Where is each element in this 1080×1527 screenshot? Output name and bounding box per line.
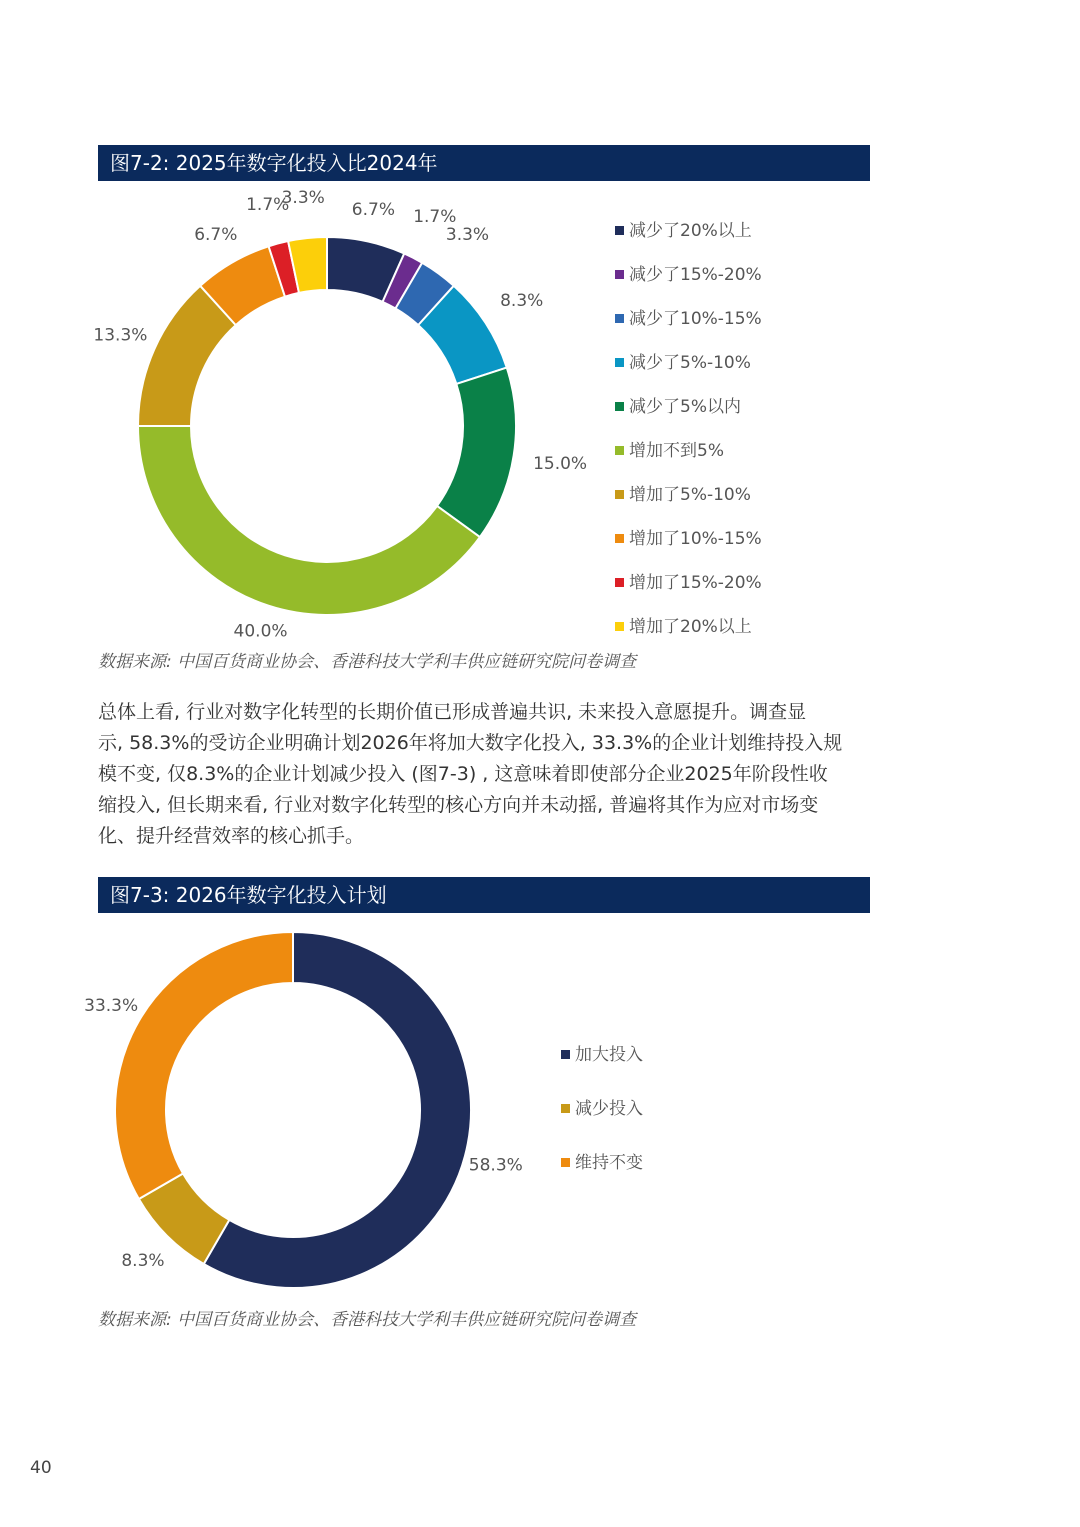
legend-label: 减少了5%-10%: [629, 353, 751, 373]
source-note-7-3: 数据来源: 中国百货商业协会、香港科技大学利丰供应链研究院问卷调查: [98, 1310, 637, 1330]
figure-7-3-title: 图7-3: 2026年数字化投入计划: [98, 877, 870, 913]
data-label-1-8: 1.7%: [246, 194, 290, 215]
data-label-1-5: 40.0%: [233, 621, 288, 642]
legend-label: 增加了10%-15%: [629, 529, 762, 549]
paragraph-line: 缩投入, 但长期来看, 行业对数字化转型的核心方向并未动摇, 普遍将其作为应对市场变: [98, 794, 819, 816]
data-label-1-0: 6.7%: [351, 199, 395, 220]
legend-label: 增加不到5%: [629, 441, 724, 461]
legend-label: 加大投入: [575, 1045, 643, 1065]
legend-swatch: [561, 1050, 570, 1059]
legend-label: 减少了15%-20%: [629, 265, 762, 285]
legend-label: 增加了5%-10%: [629, 485, 751, 505]
data-label-1-7: 6.7%: [194, 224, 238, 245]
data-label-1-3: 8.3%: [500, 290, 544, 311]
data-label-2-1: 8.3%: [121, 1250, 165, 1271]
data-label-1-9: 3.3%: [281, 188, 325, 209]
figure-7-2-title: 图7-2: 2025年数字化投入比2024年: [98, 145, 870, 181]
data-label-2-2: 33.3%: [84, 996, 139, 1016]
legend-label: 维持不变: [575, 1153, 643, 1173]
legend-swatch: [561, 1158, 570, 1167]
legend-item-2-1: [561, 1094, 643, 1119]
legend-label: 减少投入: [575, 1099, 643, 1119]
legend-label: 增加了20%以上: [629, 617, 752, 637]
paragraph-line: 化、提升经营效率的核心抓手。: [98, 825, 365, 847]
data-label-1-6: 13.3%: [93, 325, 148, 346]
source-note-7-2: 数据来源: 中国百货商业协会、香港科技大学利丰供应链研究院问卷调查: [98, 652, 637, 672]
data-label-1-4: 15.0%: [533, 453, 588, 474]
data-label-1-2: 3.3%: [445, 224, 490, 245]
legend-label: 增加了15%-20%: [629, 573, 762, 593]
paragraph-line: 模不变, 仅8.3%的企业计划减少投入 (图7-3) , 这意味着即使部分企业2025年阶段性收: [98, 763, 828, 785]
donut-slice-2-2: [115, 932, 293, 1199]
legend-item-2-2: [561, 1148, 643, 1173]
legend-label: 减少了20%以上: [629, 221, 752, 241]
data-label-1-1: 1.7%: [413, 207, 457, 228]
legend-item-2-0: [561, 1040, 643, 1065]
paragraph-line: 示, 58.3%的受访企业明确计划2026年将加大数字化投入, 33.3%的企业计划维持投入规: [98, 732, 843, 754]
legend-swatch: [561, 1104, 570, 1113]
page-number: 40: [30, 1458, 52, 1478]
legend-label: 减少了10%-15%: [629, 309, 762, 329]
legend-label: 减少了5%以内: [629, 397, 741, 417]
paragraph-line: 总体上看, 行业对数字化转型的长期价值已形成普遍共识, 未来投入意愿提升。调查显: [98, 701, 807, 723]
data-label-2-0: 58.3%: [468, 1155, 523, 1176]
